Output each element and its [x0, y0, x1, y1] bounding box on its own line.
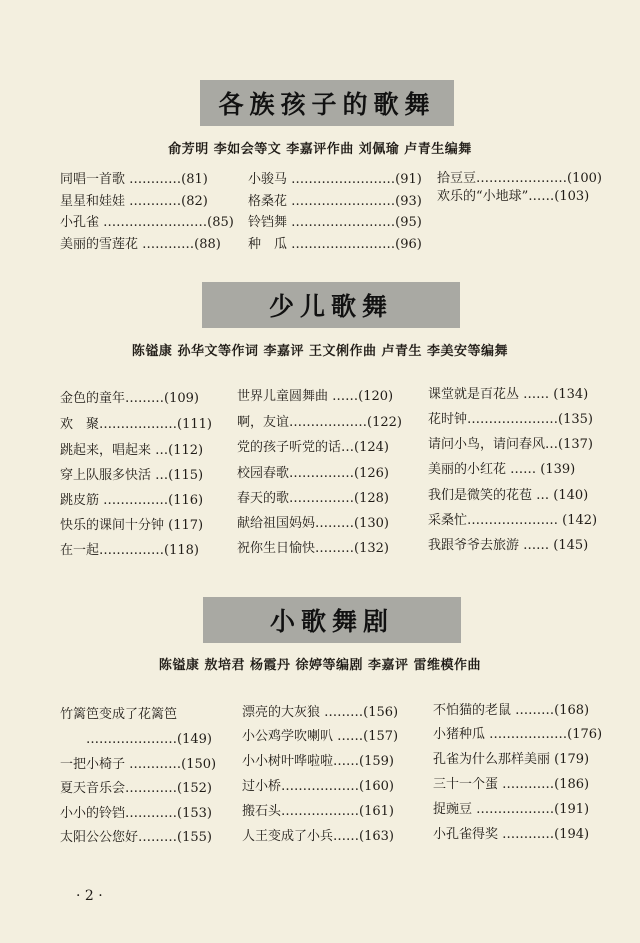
toc-entry: 拾豆豆…………………(100) — [437, 171, 602, 186]
toc-entry: 小公鸡学吹喇叭 ……(157) — [242, 729, 399, 744]
toc-entry: 小小的铃铛…………(153) — [60, 806, 212, 821]
toc-entry: 一把小椅子 …………(150) — [60, 757, 217, 772]
toc-entry: 请问小鸟，请问春风…(137) — [428, 437, 593, 452]
toc-entry: 跳皮筋 ……………(116) — [60, 493, 204, 508]
toc-entry: 祝你生日愉快………(132) — [237, 541, 389, 556]
toc-entry: 花时钟…………………(135) — [428, 412, 593, 427]
toc-entry: 我们是微笑的花苞 … (140) — [428, 488, 589, 503]
toc-entry: 党的孩子听党的话…(124) — [237, 440, 389, 455]
toc-entry: 种 瓜 ……………………(96) — [248, 237, 422, 252]
section-credits: 陈镒康 敖培君 杨霞丹 徐婷等编剧 李嘉评 雷维模作曲 — [158, 658, 482, 673]
page-number: · 2 · — [76, 888, 103, 904]
section-title-children-songs: 少儿歌舞 — [202, 282, 460, 328]
toc-entry: 课堂就是百花丛 …… (134) — [428, 387, 589, 402]
toc-entry: 捉豌豆 ………………(191) — [433, 802, 590, 817]
toc-entry: 啊，友谊………………(122) — [237, 415, 402, 430]
toc-entry: 采桑忙………………… (142) — [428, 513, 598, 528]
toc-entry: 献给祖国妈妈………(130) — [237, 516, 389, 531]
toc-entry: 穿上队服多快活 …(115) — [60, 468, 204, 483]
toc-entry: 小骏马 ……………………(91) — [248, 172, 422, 187]
toc-entry: 快乐的课间十分钟 (117) — [60, 518, 204, 533]
toc-entry: 春天的歌……………(128) — [237, 491, 389, 506]
toc-entry: 欢乐的“小地球”……(103) — [437, 189, 590, 204]
toc-entry: 小小树叶哗啦啦……(159) — [242, 754, 394, 769]
toc-entry: 漂亮的大灰狼 ………(156) — [242, 705, 399, 720]
toc-entry: 小孔雀 ……………………(85) — [60, 215, 234, 230]
toc-entry: 小孔雀得奖 …………(194) — [433, 827, 590, 842]
toc-entry: 太阳公公您好………(155) — [60, 830, 212, 845]
toc-entry: 三十一个蛋 …………(186) — [433, 777, 590, 792]
toc-entry: 孔雀为什么那样美丽 (179) — [433, 752, 590, 767]
toc-entry: 人王变成了小兵……(163) — [242, 829, 394, 844]
toc-entry: 美丽的雪莲花 …………(88) — [60, 237, 221, 252]
toc-entry: 过小桥………………(160) — [242, 779, 394, 794]
toc-entry: 不怕猫的老鼠 ………(168) — [433, 703, 590, 718]
toc-entry: 跳起来，唱起来 …(112) — [60, 443, 204, 458]
toc-entry: 世界儿童圆舞曲 ……(120) — [237, 389, 394, 404]
toc-entry: 同唱一首歌 …………(81) — [60, 172, 208, 187]
toc-entry: 欢 聚………………(111) — [60, 417, 212, 432]
toc-entry: 星星和娃娃 …………(82) — [60, 194, 208, 209]
toc-entry: 校园春歌……………(126) — [237, 466, 389, 481]
toc-entry: 小猪种瓜 ………………(176) — [433, 727, 603, 742]
toc-entry: 格桑花 ……………………(93) — [248, 194, 422, 209]
toc-entry: 铃铛舞 ……………………(95) — [248, 215, 422, 230]
toc-entry: 美丽的小红花 …… (139) — [428, 462, 576, 477]
section-credits: 陈镒康 孙华文等作词 李嘉评 王文俐作曲 卢青生 李美安等编舞 — [131, 344, 509, 359]
section-credits: 俞芳明 李如会等文 李嘉评作曲 刘佩瑜 卢青生编舞 — [168, 142, 472, 157]
toc-entry: …………………(149) — [86, 732, 212, 747]
toc-entry: 在一起……………(118) — [60, 543, 199, 558]
section-title-ethnic-songs: 各族孩子的歌舞 — [200, 80, 454, 126]
toc-entry: 竹篱笆变成了花篱笆 — [60, 707, 178, 722]
toc-entry: 夏天音乐会…………(152) — [60, 781, 212, 796]
toc-entry: 我跟爷爷去旅游 …… (145) — [428, 538, 589, 553]
toc-entry: 金色的童年………(109) — [60, 391, 199, 406]
section-title-musical-plays: 小歌舞剧 — [203, 597, 461, 643]
toc-entry: 搬石头………………(161) — [242, 804, 394, 819]
